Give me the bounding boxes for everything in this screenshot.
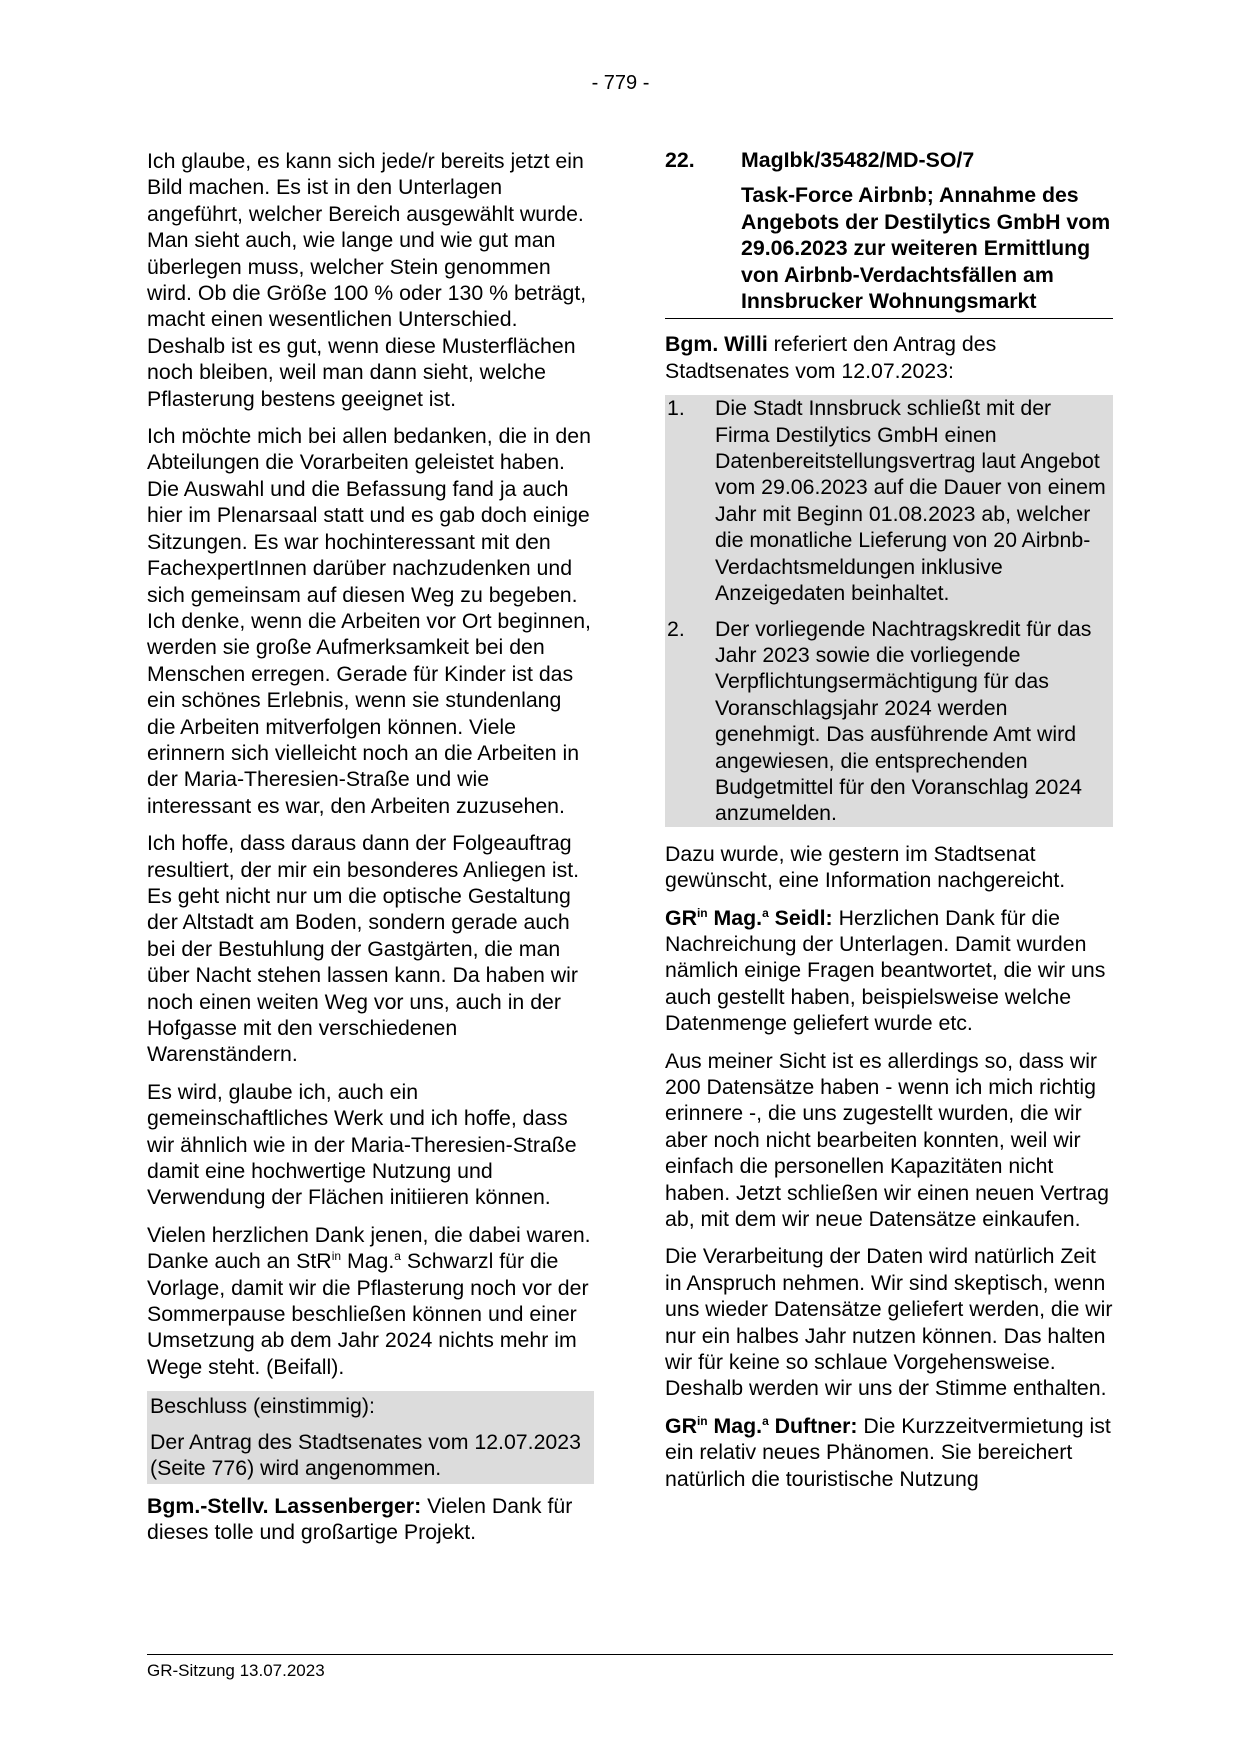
paragraph: Ich hoffe, dass daraus dann der Folgeauftrag resultiert, der mir ein besonderes Anliegen ist. Es geht nicht nur um die optische Gestaltung der Altstadt am Boden, sondern gerade auch bei der Bestuhlung der Gastgärten, die man über Nacht stehen lassen kann. Da haben wir noch einen weiten Weg vor uns, auch in der Hofgasse mit den verschiedenen Warenständern. bbox=[147, 831, 580, 1067]
motion-list bbox=[665, 395, 1113, 827]
list-item-number: 2. bbox=[667, 616, 685, 641]
paragraph: Es wird, glaube ich, auch ein gemeinschaftliches Werk und ich hoffe, dass wir ähnlich wie in der Maria-Theresien-Straße damit eine hochwertige Nutzung und Verwendung der Flächen initiieren können. bbox=[147, 1079, 577, 1210]
footer-divider bbox=[147, 1654, 1113, 1655]
footer-text: GR-Sitzung 13.07.2023 bbox=[147, 1661, 325, 1680]
paragraph: Ich glaube, es kann sich jede/r bereits jetzt ein Bild machen. Es ist in den Unterlagen angeführt, welcher Bereich ausgewählt wurde. Man sieht auch, wie lange und wie gut man überlegen muss, welcher Stein genommen wird. Ob die Größe 100 % oder 130 % beträgt, macht einen wesentlichen Unterschied. Deshalb ist es gut, wenn diese Musterflächen noch bleiben, weil man dann sieht, welche Pflasterung bestens geeignet ist. bbox=[147, 149, 587, 411]
resolution-title: Beschluss (einstimmig): bbox=[147, 1391, 594, 1424]
thanks-paragraph: Vielen herzlichen Dank jenen, die dabei waren. Danke auch an StR$^{in}$ Mag.$^a$ Schwarzl für die Vorlage, damit wir die Pflasterung noch vor der Sommerpause beschließen können und einer Umsetzung ab dem Jahr 2024 nichts mehr im Wege steht. (Beifall). bbox=[147, 1222, 591, 1379]
speaker-name: $GR^{in}$ Mag.$^a$ Seidl: bbox=[665, 905, 833, 930]
divider bbox=[665, 318, 1113, 319]
agenda-number: 22. bbox=[665, 148, 695, 172]
paragraph: Die Verarbeitung der Daten wird natürlich Zeit in Anspruch nehmen. Wir sind skeptisch, wenn uns wieder Datensätze geliefert werden, die wir nur ein halbes Jahr nutzen können. Das halten wir für keine so schlaue Vorgehensweise. Deshalb werden wir uns der Stimme enthalten. bbox=[665, 1244, 1113, 1401]
statement-duftner: $GR^{in}$ Mag.$^a$ Duftner: Die Kurzzeitvermietung ist ein relativ neues Phänomen. Sie bereichert natürlich die touristische Nutzung bbox=[665, 1413, 1111, 1491]
closing-statement: Bgm.-Stellv. Lassenberger: Vielen Dank für dieses tolle und großartige Projekt. bbox=[147, 1493, 573, 1544]
list-item bbox=[665, 616, 1111, 827]
speaker-name: Bgm. Willi bbox=[665, 332, 768, 357]
resolution-box bbox=[147, 1391, 594, 1483]
speaker-name: $GR^{in}$ Mag.$^a$ Duftner: bbox=[665, 1413, 858, 1438]
agenda-item-header bbox=[665, 147, 1113, 318]
paragraph: Ich möchte mich bei allen bedanken, die in den Abteilungen die Vorarbeiten geleistet haben. Die Auswahl und die Befassung fand ja auch hier im Plenarsaal statt und es gab doch einige Sitzungen. Es war hochinteressant mit den FachexpertInnen darüber nachzudenken und sich gemeinsam auf diesen Weg zu begeben. Ich denke, wenn die Arbeiten vor Ort beginnen, werden sie große Aufmerksamkeit bei den Menschen erregen. Gerade für Kinder ist das ein schönes Erlebnis, wenn sie stundenlang die Arbeiten mitverfolgen können. Viele erinnern sich vielleicht noch an die Arbeiten in der Maria-Theresien-Straße und wie interessant es war, den Arbeiten zuzusehen. bbox=[147, 424, 591, 818]
agenda-title: Task-Force Airbnb; Annahme des Angebots der Destilytics GmbH vom 29.06.2023 zur weiteren Ermittlung von Airbnb-Verdachtsfällen am Innsbrucker Wohnungsmarkt bbox=[741, 183, 1111, 314]
page-number: - 779 - bbox=[591, 72, 650, 94]
list-item bbox=[665, 395, 1111, 606]
agenda-reference: MagIbk/35482/MD-SO/7 bbox=[741, 148, 975, 172]
motion-intro: Bgm. Willi referiert den Antrag des Stadtsenates vom 12.07.2023: bbox=[665, 332, 997, 383]
paragraph: Dazu wurde, wie gestern im Stadtsenat gewünscht, eine Information nachgereicht. bbox=[665, 841, 1066, 893]
statement-seidl: $GR^{in}$ Mag.$^a$ Seidl: Herzlichen Dank für die Nachreichung der Unterlagen. Damit wurden nämlich einige Fragen beantwortet, die wir uns auch gestellt haben, beispielsweise welche Datenmenge geliefert wurde etc. bbox=[665, 905, 1106, 1036]
paragraph: Aus meiner Sicht ist es allerdings so, dass wir 200 Datensätze haben - wenn ich mich richtig erinnere -, die uns zugestellt wurden, die wir aber noch nicht bearbeiten konnten, weil wir einfach die personellen Kapazitäten nicht haben. Jetzt schließen wir einen neuen Vertrag ab, mit dem wir neue Datensätze einkaufen. bbox=[665, 1048, 1109, 1232]
right-column bbox=[665, 148, 1113, 1503]
list-item-text: Die Stadt Innsbruck schließt mit der Firma Destilytics GmbH einen Datenbereitstellungsvertrag laut Angebot vom 29.06.2023 auf die Dauer von einem Jahr mit Beginn 01.08.2023 ab, welcher die monatliche Lieferung von 20 Airbnb-Verdachtsmeldungen inklusive Anzeigedaten beinhaltet. bbox=[715, 396, 1106, 606]
list-item-text: Der vorliegende Nachtragskredit für das Jahr 2023 sowie die vorliegende Verpflichtungsermächtigung für das Voranschlagsjahr 2024 werden genehmigt. Das ausführende Amt wird angewiesen, die entsprechenden Budgetmittel für den Voranschlag 2024 anzumelden. bbox=[715, 616, 1092, 826]
list-item-number: 1. bbox=[667, 396, 685, 421]
speaker-name: Bgm.-Stellv. Lassenberger: bbox=[147, 1493, 422, 1518]
resolution-text: Der Antrag des Stadtsenates vom 12.07.2023 (Seite 776) wird angenommen. bbox=[147, 1425, 594, 1484]
left-column bbox=[147, 148, 594, 1556]
